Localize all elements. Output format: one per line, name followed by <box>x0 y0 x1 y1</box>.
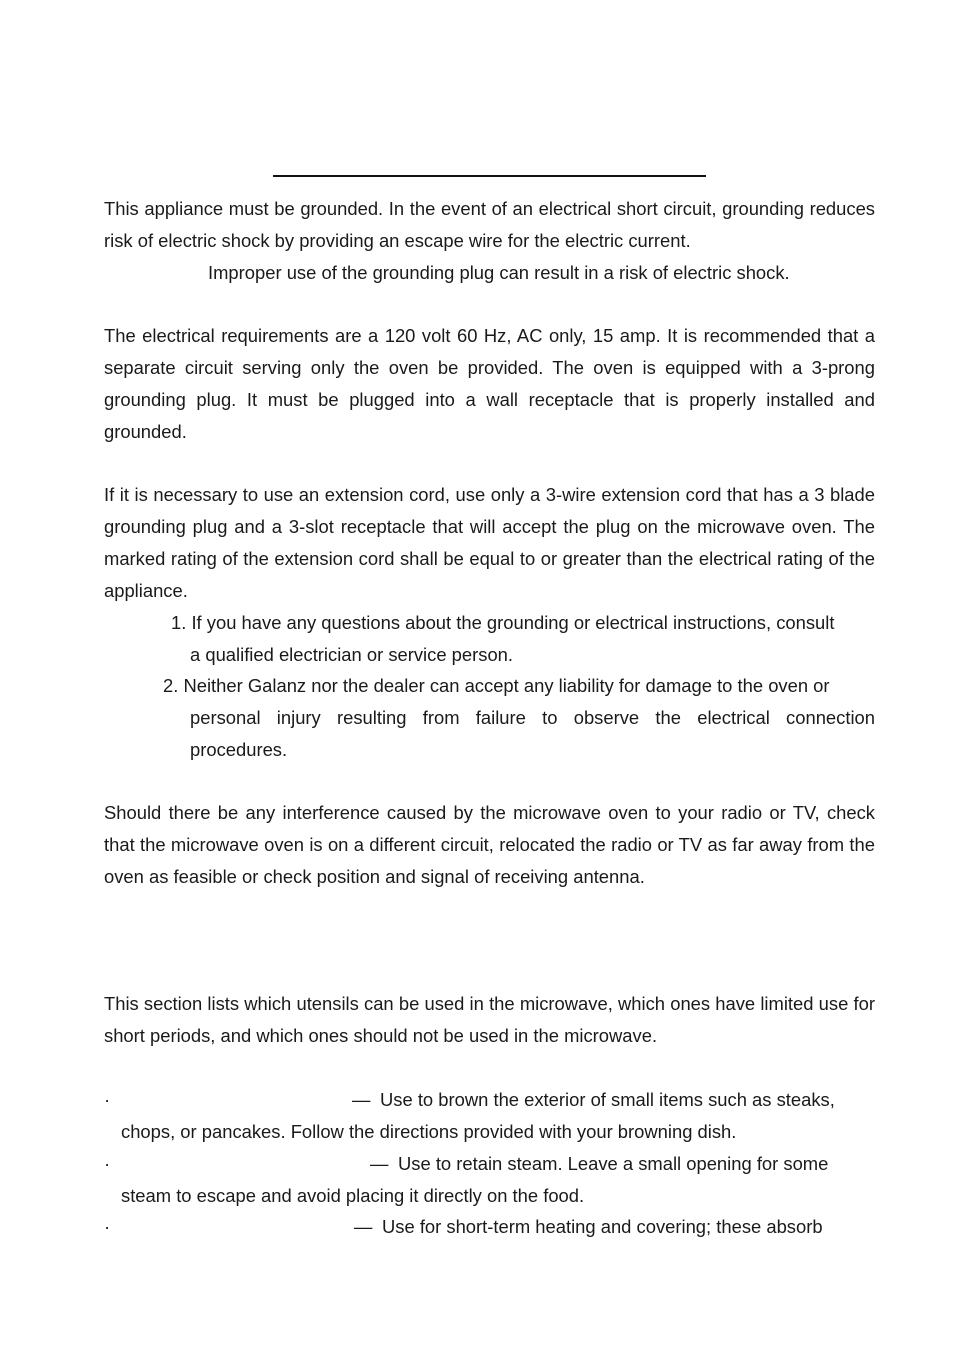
em-dash: — <box>354 1216 373 1237</box>
extension-cord-paragraph: If it is necessary to use an extension cord, use only a 3-wire extension cord that has a 3 blade grounding plug and a 3-slot receptacle that will accept the plug on the microwave oven. The marked rating of the extension cord shall be equal to or greater than the electrical rating of the appliance. <box>104 484 875 601</box>
grounding-paragraph-1: This appliance must be grounded. In the event of an electrical short circuit, grounding reduces risk of electric shock by providing an escape wire for the electric current. <box>104 198 875 251</box>
list-item <box>163 670 875 766</box>
em-dash: — <box>352 1089 371 1110</box>
bullet-dot: · <box>104 1089 111 1110</box>
bullet-dot: · <box>104 1216 111 1237</box>
electrical-requirements-paragraph: The electrical requirements are a 120 volt 60 Hz, AC only, 15 amp. It is recommended that a separate circuit serving only the oven be provided. The oven is equipped with a 3-prong grounding plug. It must be plugged into a wall receptacle that is properly installed and grounded. <box>104 325 875 442</box>
list-item <box>171 607 875 671</box>
section-title-underline <box>273 175 706 177</box>
bullet-text: Use to retain steam. Leave a small opening for some <box>398 1153 829 1174</box>
bullet-continuation: steam to escape and avoid placing it directly on the food. <box>121 1185 585 1206</box>
list-item-continuation: personal injury resulting from failure to observe the electrical connection procedures. <box>190 707 875 760</box>
list-item-first-line: 1. If you have any questions about the grounding or electrical instructions, consult <box>171 612 835 633</box>
bullet-text: Use to brown the exterior of small items such as steaks, <box>380 1089 835 1110</box>
list-item-continuation: a qualified electrician or service person. <box>190 644 514 665</box>
bullet-text: Use for short-term heating and covering; these absorb <box>382 1216 823 1237</box>
utensil-bullet <box>104 1084 875 1148</box>
bullet-continuation: chops, or pancakes. Follow the directions provided with your browning dish. <box>121 1121 737 1142</box>
utensil-bullet <box>104 1211 875 1243</box>
utensils-intro-paragraph: This section lists which utensils can be used in the microwave, which ones have limited use for short periods, and which ones should not be used in the microwave. <box>104 993 875 1046</box>
em-dash: — <box>370 1153 389 1174</box>
utensil-bullet <box>104 1148 875 1212</box>
grounding-warning-note: Improper use of the grounding plug can result in a risk of electric shock. <box>208 262 790 283</box>
bullet-dot: · <box>104 1153 111 1174</box>
interference-paragraph: Should there be any interference caused by the microwave oven to your radio or TV, check that the microwave oven is on a different circuit, relocated the radio or TV as far away from the oven as feasible or check position and signal of receiving antenna. <box>104 802 875 887</box>
list-item-first-line: 2. Neither Galanz nor the dealer can accept any liability for damage to the oven or <box>163 675 830 696</box>
